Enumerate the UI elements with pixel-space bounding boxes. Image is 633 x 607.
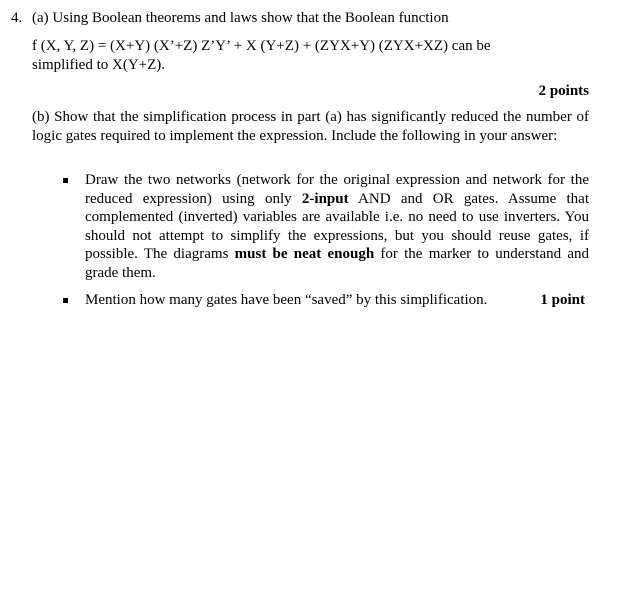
part-a-prompt: (a) Using Boolean theorems and laws show that the Boolean function [32,10,449,26]
part-a-points: 2 points [538,83,589,99]
bullet1-bold-neat: must be neat enough [234,246,375,262]
bullet-gates-saved [60,291,589,310]
question-number: 4. [11,10,23,26]
part-b-intro: (b) Show that the simplification process in part (a) has significantly reduced the number of logic gates required to implement the expression. Include the following in your answer: [32,109,589,144]
part-b-points: 1 point [540,292,585,308]
bullet1-bold-2-input: 2-input [301,190,349,207]
boolean-function: f (X, Y, Z) = (X+Y) (X’+Z) Z’Y’ + X (Y+Z) + (ZYX+Y) (ZYX+XZ) can be [32,38,491,54]
simplified-result: simplified to X(Y+Z). [32,57,166,73]
bullet-square-icon [63,178,68,183]
bullet-draw-networks [60,171,589,282]
bullet1-text-1: Draw the two networks (network for the original expression and network for the reduced expression) using only [85,172,589,207]
bullet2-text: Mention how many gates have been “saved” by this simplification. [85,292,488,308]
bullet1-text-2: AND and OR gates. Assume that complemented (inverted) variables are available i.e. no need to use inverters. You should not attempt to simplify the expressions, but you should reuse gates, if possible. The diagrams [85,190,589,262]
bullet1-text-3: for the marker to understand and grade them. [85,246,589,281]
part-b-bullet-list [60,171,589,310]
bullet-square-icon [63,298,68,303]
